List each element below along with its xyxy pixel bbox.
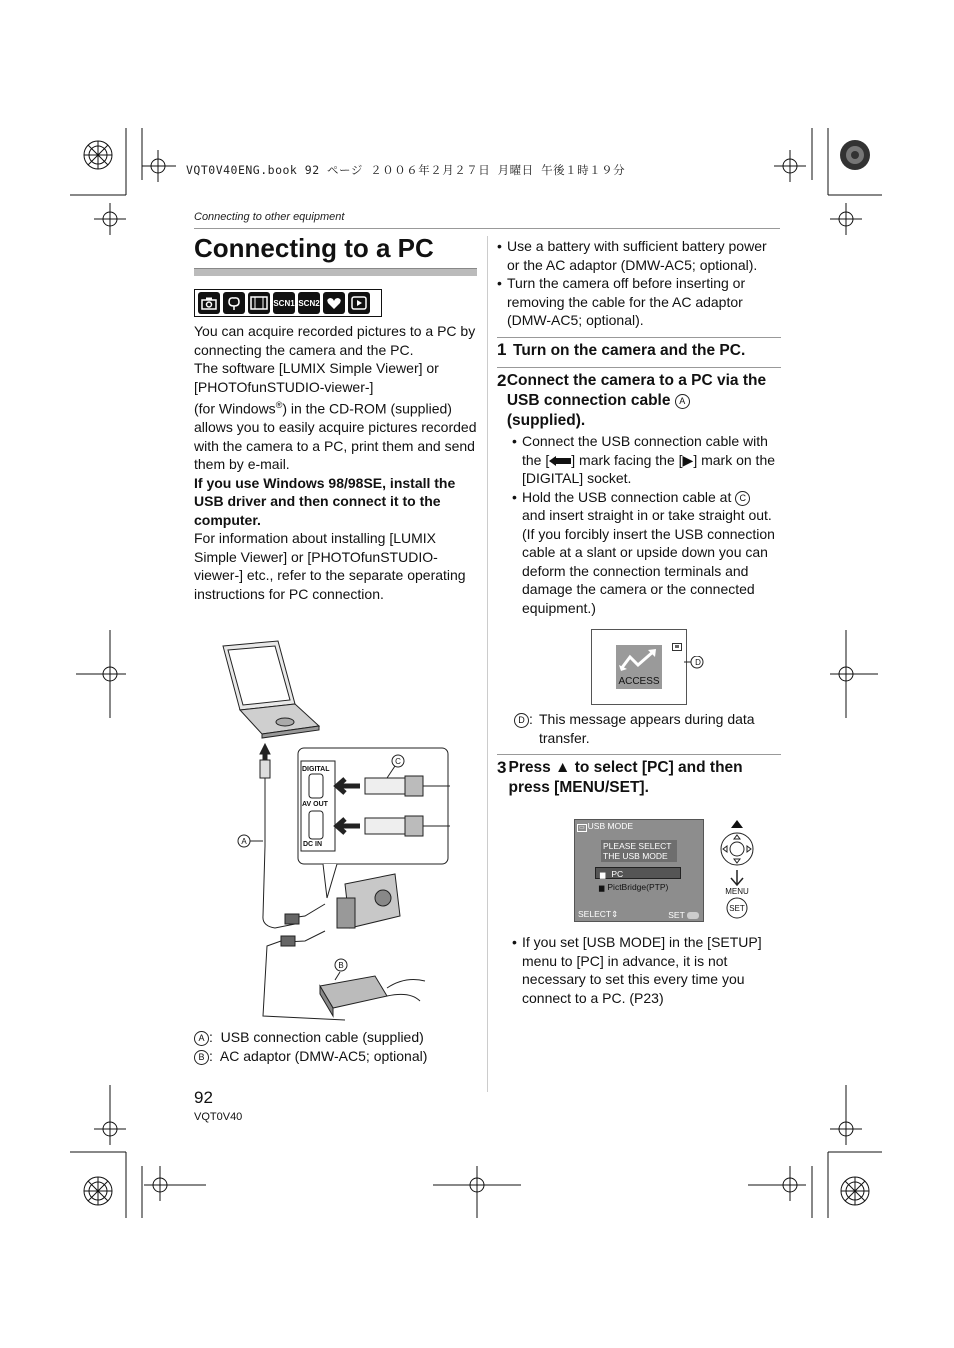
usb-option-pc[interactable]: ▆ PC [595,867,681,879]
macro-icon [223,292,245,314]
list-item: • If you set [USB MODE] in the [SETUP] menu to [PC] in advance, it is not necessary to set this every time you connect to a PC. (P23) [512,934,762,1006]
legend-item-b: B : AC adaptor (DMW-AC5; optional) [194,1048,427,1065]
intro-paragraph-4: For information about installing [LUMIX Simple Viewer] or [PHOTOfunSTUDIO-viewer-] etc., refer to the separate operating instructions for PC connection. [194,530,466,602]
intro-paragraph-2: The software [LUMIX Simple Viewer] or [PHOTOfunSTUDIO-viewer-] [194,360,439,395]
access-indicator [616,645,662,689]
access-screen [591,629,687,705]
marker-d: D [695,658,701,667]
title-underline [194,268,477,276]
step-2-notes [512,432,780,617]
usb-mode-title: ▭ USB MODE [579,821,634,831]
film-icon [248,292,270,314]
digital-socket-label: DIGITAL [302,766,330,773]
print-info-line: VQT0V40ENG.book 92 ページ ２００６年２月２７日 月曜日 午後１時１９分 [186,163,626,177]
card-icon [672,643,682,651]
list-item: • Turn the camera off before inserting or removing the cable for the AC adaptor (DMW-AC5; optional). [497,275,746,328]
select-hint: SELECT⇕ [578,909,619,919]
windows98-note: If you use Windows 98/98SE, install the USB driver and then connect it to the computer. [194,474,456,528]
access-label: ACCESS [618,676,660,687]
list-item: • Connect the USB connection cable with the [ ] mark facing the [▶] mark on the [DIGITAL] socket. [512,433,776,486]
set-hint: SET [668,910,699,920]
dc-in-socket-label: DC IN [303,841,323,848]
set-button[interactable]: SET [729,904,745,913]
marker-a: A [241,837,247,846]
final-note [512,933,780,1007]
marker-c: C [395,757,401,766]
scene-mode-2-icon: SCN2 [298,292,320,314]
playback-icon [348,292,370,314]
menu-label: MENU [725,887,749,896]
usb-symbol-icon [549,456,571,466]
usb-mode-screen [574,819,704,922]
av-out-socket-label: AV OUT [302,801,328,808]
step-rule [497,754,781,755]
right-intro-bullets [497,237,781,330]
list-item: • Use a battery with sufficient battery power or the AC adaptor (DMW-AC5; optional). [497,238,767,273]
intro-text [194,322,478,603]
intro-paragraph-3: (for Windows®) in the CD-ROM (supplied) allows you to easily acquire pictures recorded with the camera to a PC, print them and send them by e-mail. [194,400,477,473]
step-2: 2 Connect the camera to a PC via the USB connection cable A (supplied). [497,371,767,429]
step-rule [497,337,781,338]
column-divider [487,236,488,1092]
transfer-arrows-icon [616,647,662,675]
usb-option-pictbridge[interactable]: ▆ PictBridge(PTP) [599,882,669,892]
mode-icon-strip [194,289,382,317]
page-title: Connecting to a PC [194,233,434,263]
intro-paragraph-1: You can acquire recorded pictures to a PC by connecting the camera and the PC. [194,323,476,358]
marker-b: B [338,961,344,970]
camera-icon [198,292,220,314]
legend-item-a: A : USB connection cable (supplied) [194,1029,424,1046]
step-3: 3 Press ▲ to select [PC] and then press [MENU/SET]. [497,758,743,796]
scene-mode-1-icon: SCN1 [273,292,295,314]
section-label: Connecting to other equipment [194,211,345,223]
step-rule [497,367,781,368]
page-number: 92 [194,1088,213,1107]
access-note: D : This message appears during data transfer. [514,710,780,747]
header-rule [194,228,780,229]
model-code: VQT0V40 [194,1111,243,1123]
step-1: 1 Turn on the camera and the PC. [497,340,746,359]
usb-mode-prompt: PLEASE SELECT THE USB MODE [601,840,677,862]
connection-diagram [215,636,455,1024]
list-item: • Hold the USB connection cable at C and insert straight in or take straight out. (If you forcibly insert the USB connection cable at a slant or upside down you can deform the connection terminals and damage the camera or the connected equipment.) [512,488,775,616]
heart-icon [323,292,345,314]
